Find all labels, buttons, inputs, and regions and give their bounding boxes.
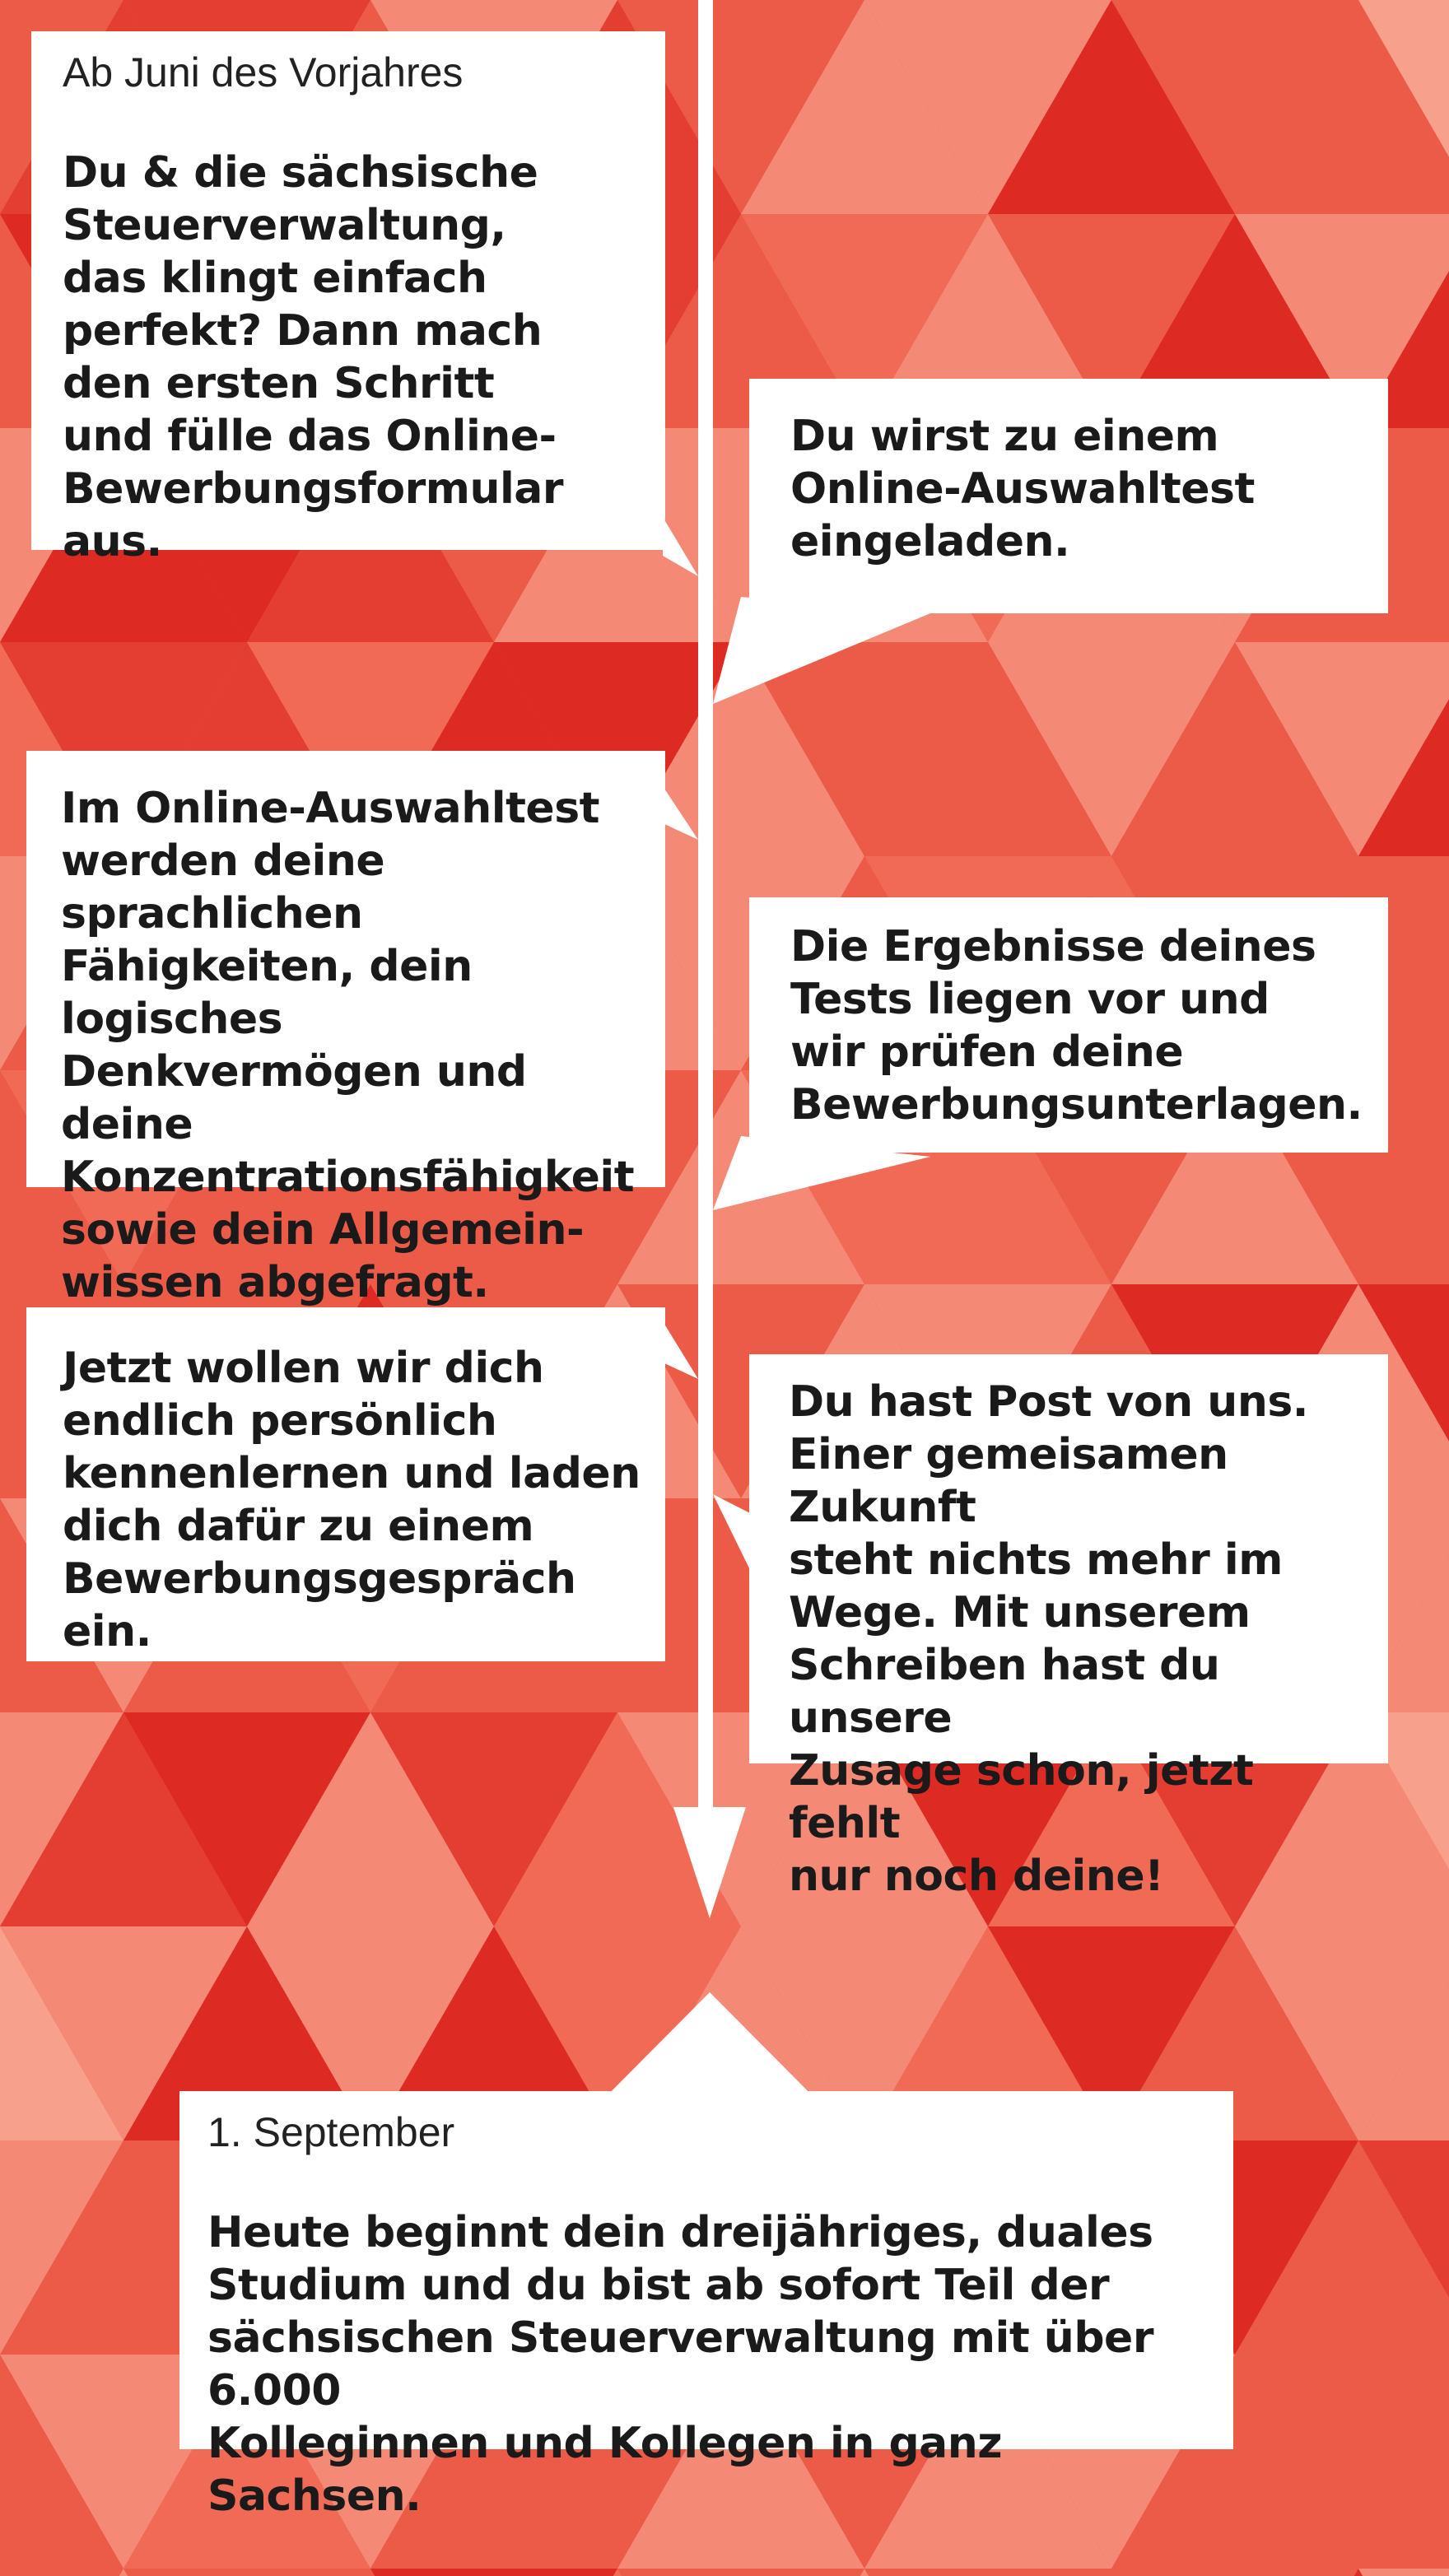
pointer-step-3 [663, 786, 698, 840]
final-date: 1. September [207, 2109, 455, 2155]
step-box-4 [749, 897, 1388, 1153]
step-text: Die Ergebnisse deines Tests liegen vor und wir prüfen deine Bewerbungsunterlagen. [790, 922, 1363, 1130]
step-box-3 [26, 751, 665, 1307]
step-box-5 [26, 1307, 665, 1661]
step-text: Du hast Post von uns. Einer gemeisamen Zukunft steht nichts mehr im Wege. Mit unserem Schreiben hast du unsere Zusage schon, jetzt fehlt nur noch deine! [789, 1377, 1309, 1901]
final-box [179, 2091, 1233, 2521]
pointer-step-1 [663, 517, 698, 576]
step-text: Du wirst zu einem Online-Auswahltest eingeladen. [790, 412, 1255, 566]
step-date: Ab Juni des Vorjahres [63, 49, 464, 95]
step-text: Du & die sächsische Steuerverwaltung, das klingt einfach perfekt? Dann mach den ersten Schritt und fülle das Online- Bewerbungsformular aus. [63, 148, 564, 566]
step-box-1 [31, 31, 665, 566]
step-text: Jetzt wollen wir dich endlich persönlich kennenlernen und laden dich dafür zu einem Bewerbungsgespräch ein. [63, 1344, 641, 1656]
timeline-line [698, 0, 713, 1824]
pointer-step-6 [713, 1494, 753, 1577]
step-box-2 [749, 379, 1388, 613]
timeline-arrowhead [673, 1807, 746, 1918]
final-text: Heute beginnt dein dreijähriges, duales Studium und du bist ab sofort Teil der sächsischen Steuerverwaltung mit über 6.000 Kolleginnen und Kollegen in ganz Sachsen. [207, 2208, 1153, 2521]
step-text: Im Online-Auswahltest werden deine sprachlichen Fähigkeiten, dein logisches Denkvermögen und deine Konzentrationsfähigkeit sowie dein Allgemein- wissen abgefragt. [61, 784, 635, 1307]
pointer-step-5 [663, 1321, 698, 1379]
step-box-6 [749, 1354, 1388, 1901]
